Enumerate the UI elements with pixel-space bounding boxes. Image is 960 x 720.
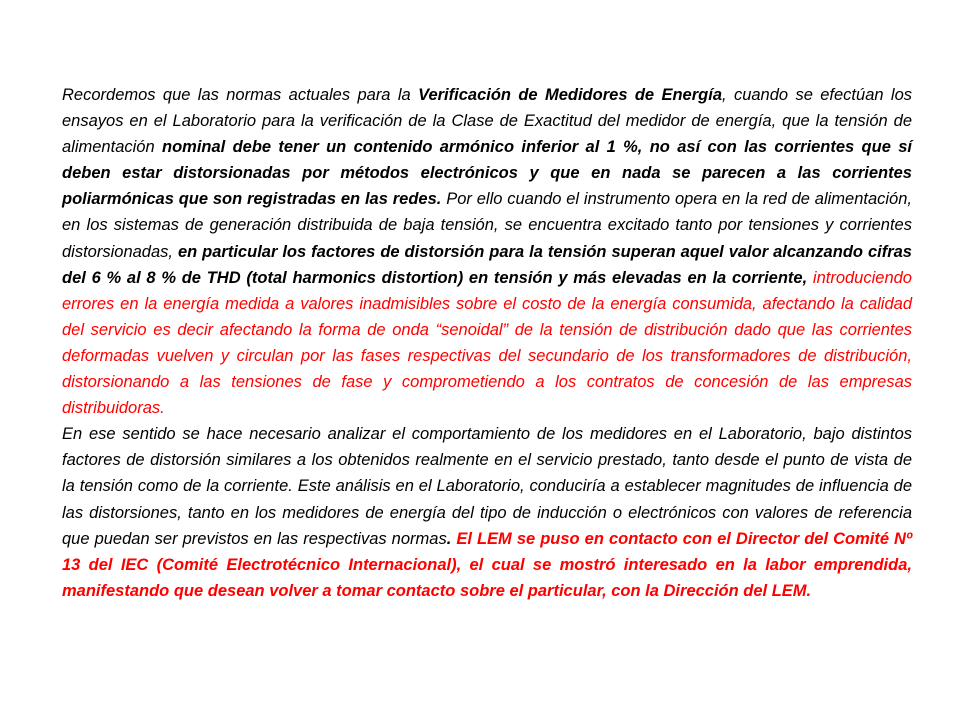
p1-bold-nominal: nominal debe tener un contenido armónico inferior al 1 %, no así con las corrientes que sí deben estar distorsionadas por métodos electrónicos y que en nada se parecen a las corrientes poliarmónicas que son registradas en las redes.: [62, 138, 912, 209]
p2-period: .: [446, 529, 457, 548]
paragraph-2: [62, 421, 912, 604]
p1-text-a: , cuando se efectúan los ensayos en el Laboratorio para la verificación de la Clase de Exactitud del medidor de energía, que la tensión de alimentación: [62, 86, 912, 157]
p1-text-b: Por ello cuando el instrumento opera en la red de alimentación, en los sistemas de generación distribuida de baja tensión, se encuentra excitado tanto por tensiones y corrientes distorsionadas,: [62, 190, 912, 261]
p1-bold-thd: en particular los factores de distorsión para la tensión superan aquel valor alcanzando cifras del 6 % al 8 % de THD (total harmonics distortion) en tensión y más elevadas en la corriente,: [62, 242, 912, 287]
p2-red-bold-lem: El LEM se puso en contacto con el Director del Comité Nº 13 del IEC (Comité Electrotécnico Internacional), el cual se mostró interesado en la labor emprendida, manifestando que desean volver a tomar contacto sobre el particular, con la Dirección del LEM.: [62, 529, 912, 600]
p2-text: En ese sentido se hace necesario analizar el comportamiento de los medidores en el Laboratorio, bajo distintos factores de distorsión similares a los obtenidos realmente en el servicio prestado, tanto desde el punto de vista de la tensión como de la corriente. Este análisis en el Laboratorio, conduciría a establecer magnitudes de influencia de las distorsiones, tanto en los medidores de energía del tipo de inducción o electrónicos con valores de referencia que puedan ser previstos en las respectivas normas: [62, 425, 912, 548]
p1-bold-title: Verificación de Medidores de Energía: [418, 86, 722, 104]
p1-red-errors: introduciendo errores en la energía medida a valores inadmisibles sobre el costo de la energía consumida, afectando la calidad del servicio es decir afectando la forma de onda “senoidal” de la tensión de distribución dado que las corrientes deformadas vuelven y circulan por las fases respectivas del secundario de los transformadores de distribución, distorsionando a las tensiones de fase y comprometiendo a los contratos de concesión de las empresas distribuidoras.: [62, 268, 912, 418]
p1-intro: Recordemos que las normas actuales para la: [62, 86, 419, 104]
paragraph-1: [62, 82, 912, 421]
